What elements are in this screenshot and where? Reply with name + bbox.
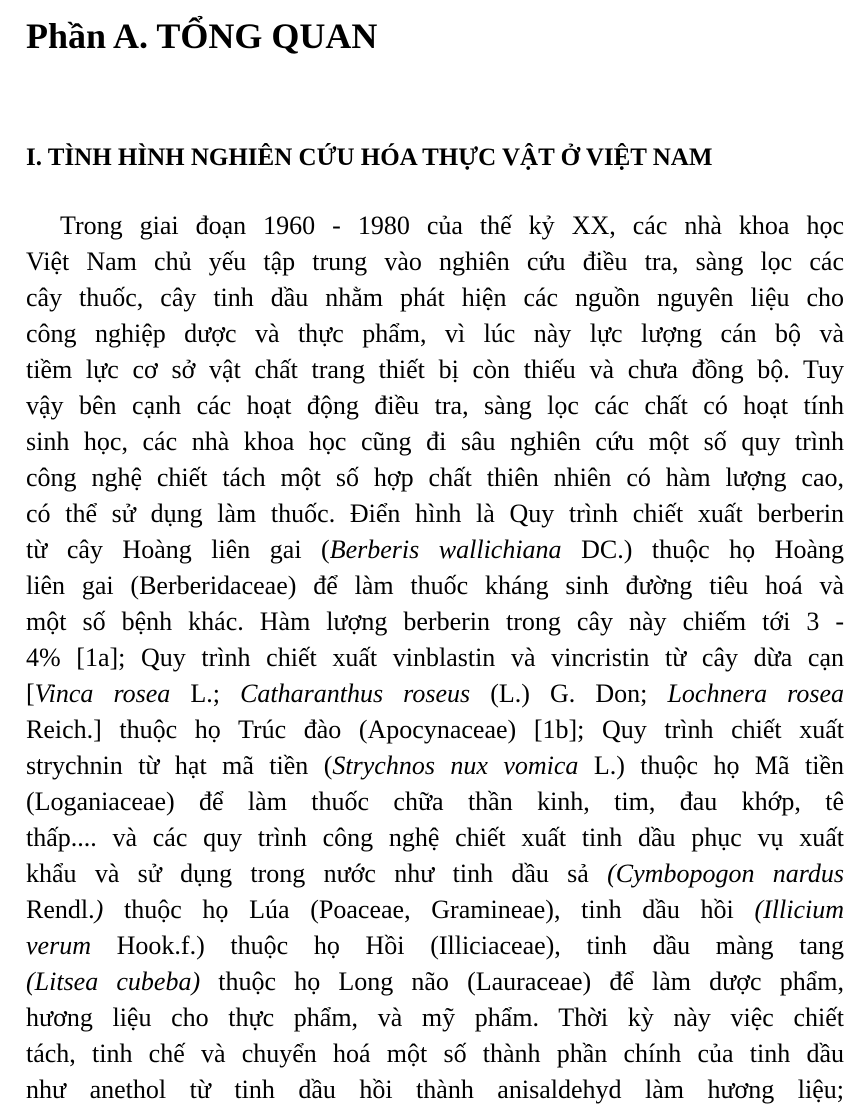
text-run: thuộc họ Long não (Lauraceae) để làm dược phẩm, bbox=[200, 967, 844, 996]
italic-text-run: verum bbox=[26, 931, 91, 960]
text-run: khẩu và sử dụng trong nước như tinh dầu sả bbox=[26, 859, 608, 888]
paragraph-line bbox=[26, 352, 844, 388]
text-run: Hook.f.) thuộc họ Hồi (Illiciaceae), tinh dầu màng tang bbox=[90, 931, 844, 960]
paragraph-line bbox=[26, 820, 844, 856]
italic-text-run: Berberis wallichiana bbox=[329, 535, 562, 564]
text-run: thấp.... và các quy trình công nghệ chiết xuất tinh dầu phục vụ xuất bbox=[26, 823, 844, 852]
paragraph-line bbox=[26, 1000, 844, 1036]
text-run: công nghiệp dược và thực phẩm, vì lúc này lực lượng cán bộ và bbox=[26, 319, 844, 348]
paragraph-line bbox=[26, 532, 844, 568]
paragraph-line bbox=[26, 964, 844, 1000]
paragraph-line bbox=[26, 604, 844, 640]
italic-text-run: (Litsea cubeba) bbox=[26, 967, 201, 996]
italic-text-run: Catharanthus roseus bbox=[240, 679, 471, 708]
text-run: Việt Nam chủ yếu tập trung vào nghiên cứu điều tra, sàng lọc các bbox=[26, 247, 844, 276]
text-run: công nghệ chiết tách một số hợp chất thiên nhiên có hàm lượng cao, bbox=[26, 463, 844, 492]
text-run: [ bbox=[26, 679, 35, 708]
paragraph-line bbox=[26, 316, 844, 352]
paragraph-line bbox=[26, 280, 844, 316]
paragraph-line bbox=[26, 208, 844, 244]
text-run: 4% [1a]; Quy trình chiết xuất vinblastin và vincristin từ cây dừa cạn bbox=[26, 643, 844, 672]
body-paragraph bbox=[26, 208, 844, 1108]
text-run: sinh học, các nhà khoa học cũng đi sâu nghiên cứu một số quy trình bbox=[26, 427, 844, 456]
italic-text-run: ) bbox=[94, 895, 104, 924]
text-run: một số bệnh khác. Hàm lượng berberin trong cây này chiếm tới 3 - bbox=[26, 607, 844, 636]
paragraph-line bbox=[26, 1072, 844, 1108]
text-run: strychnin từ hạt mã tiền ( bbox=[26, 751, 333, 780]
text-run: vậy bên cạnh các hoạt động điều tra, sàng lọc các chất có hoạt tính bbox=[26, 391, 844, 420]
italic-text-run: (Illicium bbox=[754, 895, 844, 924]
italic-text-run: Lochnera rosea bbox=[667, 679, 844, 708]
paragraph-line bbox=[26, 460, 844, 496]
text-run: thuộc họ Lúa (Poaceae, Gramineae), tinh dầu hồi bbox=[103, 895, 755, 924]
paragraph-line bbox=[26, 1036, 844, 1072]
paragraph-line bbox=[26, 244, 844, 280]
paragraph-line bbox=[26, 928, 844, 964]
text-run: Reich.] thuộc họ Trúc đào (Apocynaceae) [1b]; Quy trình chiết xuất bbox=[26, 715, 844, 744]
text-run: tiềm lực cơ sở vật chất trang thiết bị còn thiếu và chưa đồng bộ. Tuy bbox=[26, 355, 844, 384]
paragraph-line bbox=[26, 676, 844, 712]
paragraph-line bbox=[26, 892, 844, 928]
text-run: Trong giai đoạn 1960 - 1980 của thế kỷ XX, các nhà khoa học bbox=[60, 211, 844, 240]
text-run: hương liệu cho thực phẩm, và mỹ phẩm. Thời kỳ này việc chiết bbox=[26, 1003, 844, 1032]
part-title: Phần A. TỔNG QUAN bbox=[26, 16, 378, 56]
paragraph-line bbox=[26, 712, 844, 748]
text-run: tách, tinh chế và chuyển hoá một số thành phần chính của tinh dầu bbox=[26, 1039, 844, 1068]
section-title: I. TÌNH HÌNH NGHIÊN CỨU HÓA THỰC VẬT Ở VIỆT NAM bbox=[26, 144, 713, 171]
text-run: DC.) thuộc họ Hoàng bbox=[561, 535, 844, 564]
paragraph-line bbox=[26, 424, 844, 460]
text-run: (Loganiaceae) để làm thuốc chữa thần kinh, tim, đau khớp, tê bbox=[26, 787, 844, 816]
paragraph-line bbox=[26, 748, 844, 784]
italic-text-run: Vinca rosea bbox=[34, 679, 171, 708]
text-run: L.; bbox=[170, 679, 241, 708]
text-run: liên gai (Berberidaceae) để làm thuốc kháng sinh đường tiêu hoá và bbox=[26, 571, 844, 600]
paragraph-line bbox=[26, 784, 844, 820]
paragraph-line bbox=[26, 568, 844, 604]
text-run: có thể sử dụng làm thuốc. Điển hình là Quy trình chiết xuất berberin bbox=[26, 499, 844, 528]
paragraph-line bbox=[26, 496, 844, 532]
text-run: L.) thuộc họ Mã tiền bbox=[578, 751, 844, 780]
paragraph-line bbox=[26, 856, 844, 892]
text-run: cây thuốc, cây tinh dầu nhằm phát hiện các nguồn nguyên liệu cho bbox=[26, 283, 844, 312]
paragraph-line bbox=[26, 388, 844, 424]
text-run: như anethol từ tinh dầu hồi thành anisaldehyd làm hương liệu; bbox=[26, 1075, 844, 1104]
text-run: (L.) G. Don; bbox=[470, 679, 668, 708]
text-run: Rendl. bbox=[26, 895, 95, 924]
paragraph-line bbox=[26, 640, 844, 676]
text-run: từ cây Hoàng liên gai ( bbox=[26, 535, 330, 564]
italic-text-run: (Cymbopogon nardus bbox=[607, 859, 844, 888]
italic-text-run: Strychnos nux vomica bbox=[332, 751, 579, 780]
